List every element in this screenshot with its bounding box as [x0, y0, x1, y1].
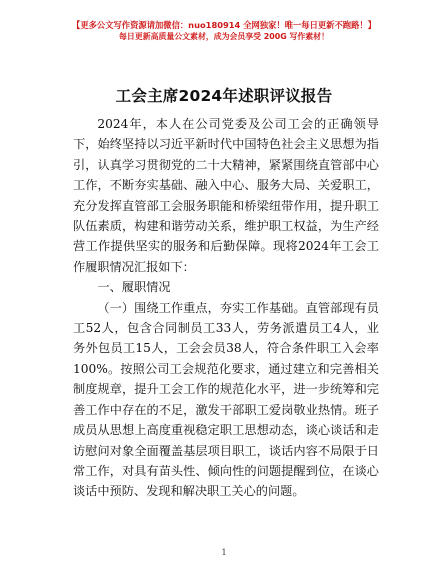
intro-paragraph: 2024年，本人在公司党委及公司工会的正确领导下，始终坚持以习近平新时代中国特色社会主义思想为指引，认真学习贯彻党的二十大精神，紧紧围绕直管部中心工作，不断夯实基础、融入中心、服务大局、关爱职工，充分发挥直管部工会服务职能和桥梁纽带作用，提升职工队伍素质，构建和谐劳动关系，维护职工权益，为生产经营工作提供坚实的服务和后勤保障。现将2024年工会工作履职情况汇报如下：: [73, 117, 379, 274]
document-title: 工会主席2024年述职评议报告: [115, 87, 333, 105]
promo-banner: [0, 20, 448, 42]
section-heading: 一、履职情况: [97, 280, 171, 295]
page-number: 1: [221, 548, 227, 557]
section-paragraph: （一）围绕工作重点，夯实工作基础。直管部现有员工52人，包含合同制员工33人，劳务派遣员工4人，业务外包员工15人，工会会员38人，符合条件职工入会率100%。按照公司工会规范化要求，通过建立和完善相关制度规章，提升工会工作的规范化水平，进一步统筹和完善工作中存在的不足，激发干部职工爱岗敬业热情。班子成员从思想上高度重视稳定职工思想动态，谈心谈话和走访慰问对象全面覆盖基层项目职工，谈话内容不局限于日常工作，对具有苗头性、倾向性的问题提醒到位，在谈心谈话中预防、发现和解决职工关心的问题。: [73, 300, 379, 499]
promo-banner-line-2: 每日更新高质量公文素材，成为会员享受 200G 写作素材！: [119, 32, 329, 41]
promo-banner-line-1: 【更多公文写作资源请加微信：nuo180914 全网独家！唯一每日更新不跑路！】: [72, 20, 376, 30]
document-body: [73, 114, 379, 502]
